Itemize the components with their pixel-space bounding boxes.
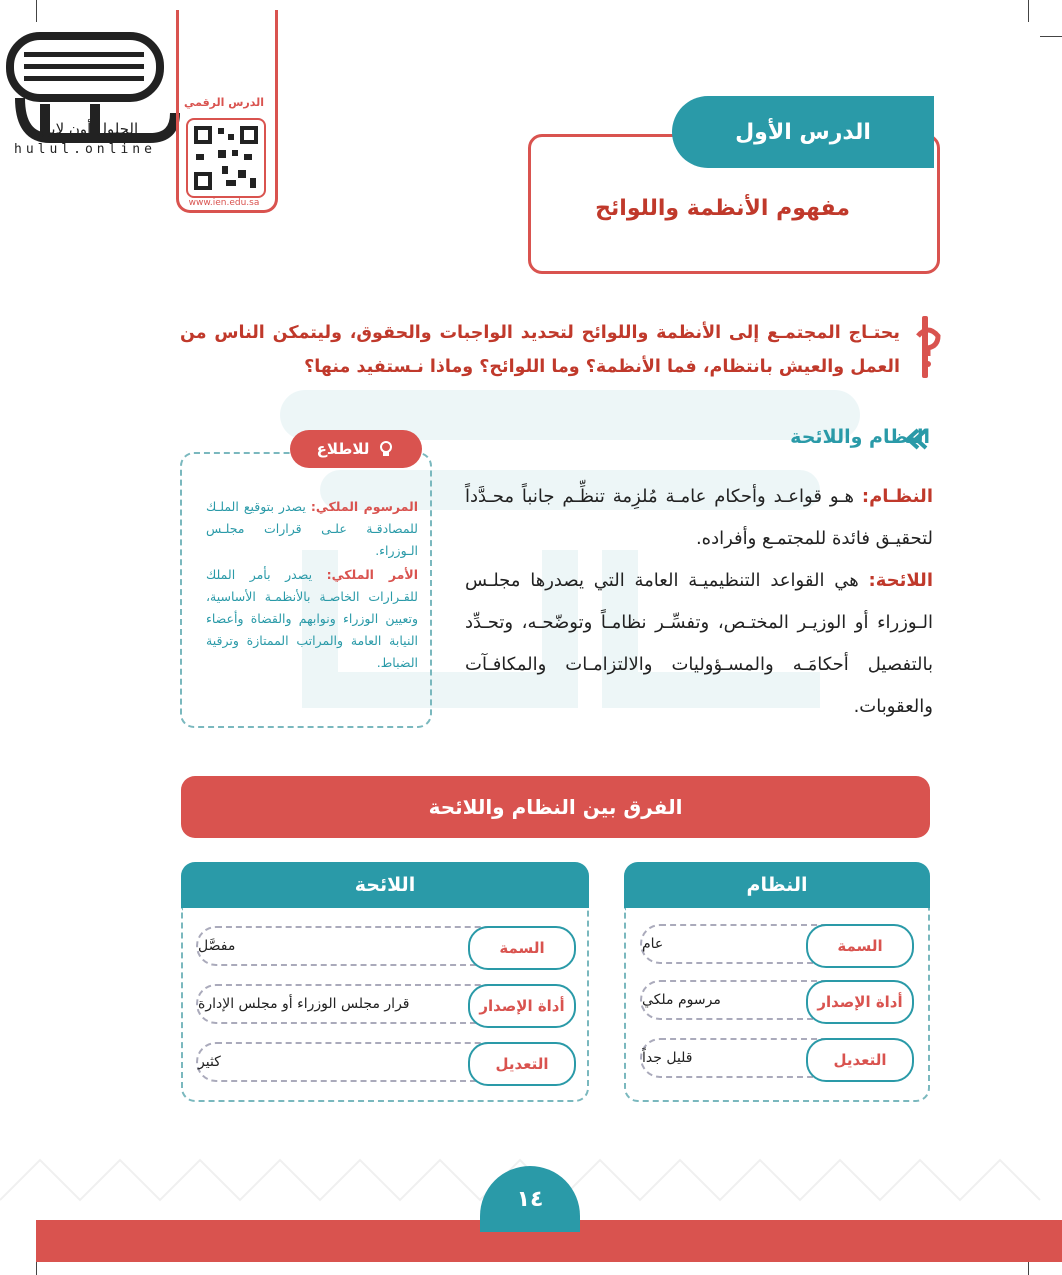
nizam-row-label: السمة: [806, 924, 914, 968]
qr-code-icon[interactable]: [186, 118, 266, 198]
digital-lesson-url[interactable]: www.ien.edu.sa: [188, 198, 260, 208]
nizam-row-label: أداة الإصدار: [806, 980, 914, 1024]
lightbulb-icon: [377, 440, 395, 458]
info-tab: [290, 430, 422, 468]
nizam-table-header: النظام: [624, 862, 930, 908]
nizam-definition: [465, 476, 933, 560]
laiha-row-value: قرار مجلس الوزراء أو مجلس الإدارة: [196, 984, 570, 1024]
laiha-row-label: أداة الإصدار: [468, 984, 576, 1028]
crop-mark: [1028, 0, 1029, 22]
laiha-row-label: التعديل: [468, 1042, 576, 1086]
laiha-term: اللائحة:: [868, 570, 933, 591]
crop-mark: [1040, 36, 1062, 37]
intro-question: يحتـاج المجتمـع إلى الأنظمة واللوائح لتحديد الواجبات والحقوق، وليتمكن الناس من العمل والعيش بانتظام، فما الأنظمة؟ وما اللوائح؟ وماذا نـستفيد منها؟: [180, 323, 900, 377]
info-tab-label: للاطلاع: [316, 440, 370, 458]
lesson-title: مفهوم الأنظمة واللوائح: [595, 196, 850, 221]
nizam-row-value: مرسوم ملكي: [640, 980, 908, 1020]
nizam-row-label: التعديل: [806, 1038, 914, 1082]
laiha-row-label: السمة: [468, 926, 576, 970]
info-order: [206, 564, 418, 674]
info-order-term: الأمر الملكي:: [326, 567, 418, 582]
digital-lesson-title: الدرس الرقمي: [183, 96, 265, 109]
nizam-text: هـو قواعـد وأحكام عامـة مُلزِمة تنظِّـم جانباً محـدَّداً لتحقيـق فائدة للمجتمـع وأفراده.: [465, 486, 933, 549]
crop-mark: [36, 0, 37, 22]
nizam-term: النظـام:: [861, 486, 933, 507]
laiha-definition: [465, 560, 933, 728]
comparison-banner: الفرق بين النظام واللائحة: [181, 776, 930, 838]
laiha-row-value: كثير: [196, 1042, 570, 1082]
logo-site: hulul.online: [14, 142, 156, 157]
logo-subtitle: الحلول أون لاين: [40, 120, 139, 138]
page-number: ١٤: [480, 1166, 580, 1232]
nizam-row-value: عام: [640, 924, 908, 964]
info-decree-text: يصدر بتوقيع الملـك للمصادقـة علـى قرارات مجلـس الـوزراء.: [206, 499, 418, 558]
info-order-text: يصدر بأمر الملك للقـرارات الخاصـة بالأنظمـة الأساسية، وتعيين الوزراء ونوابهم والقضاة وأعضاء النيابة العامة والمراتب الممتازة وترقية الضباط.: [206, 567, 418, 670]
section-heading: النظام واللائحة: [790, 426, 930, 448]
nizam-row-value: قليل جداً: [640, 1038, 908, 1078]
section-body: [465, 476, 933, 728]
info-decree-term: المرسوم الملكي:: [310, 499, 418, 514]
laiha-text: هي القواعد التنظيميـة العامة التي يصدرها مجلـس الـوزراء أو الوزيـر المختـص، وتفسِّـر نظامـاً وتوضّحـه، وتحـدِّد بالتفصيل أحكامَـه والمسـؤوليات والالتزامـات والمكافـآت والعقوبات.: [465, 570, 933, 717]
info-decree: [206, 496, 418, 562]
info-text: [206, 496, 418, 676]
question-icon: [912, 316, 944, 378]
lesson-number: الدرس الأول: [672, 96, 934, 168]
laiha-table-header: اللائحة: [181, 862, 589, 908]
laiha-row-value: مفصَّل: [196, 926, 570, 966]
